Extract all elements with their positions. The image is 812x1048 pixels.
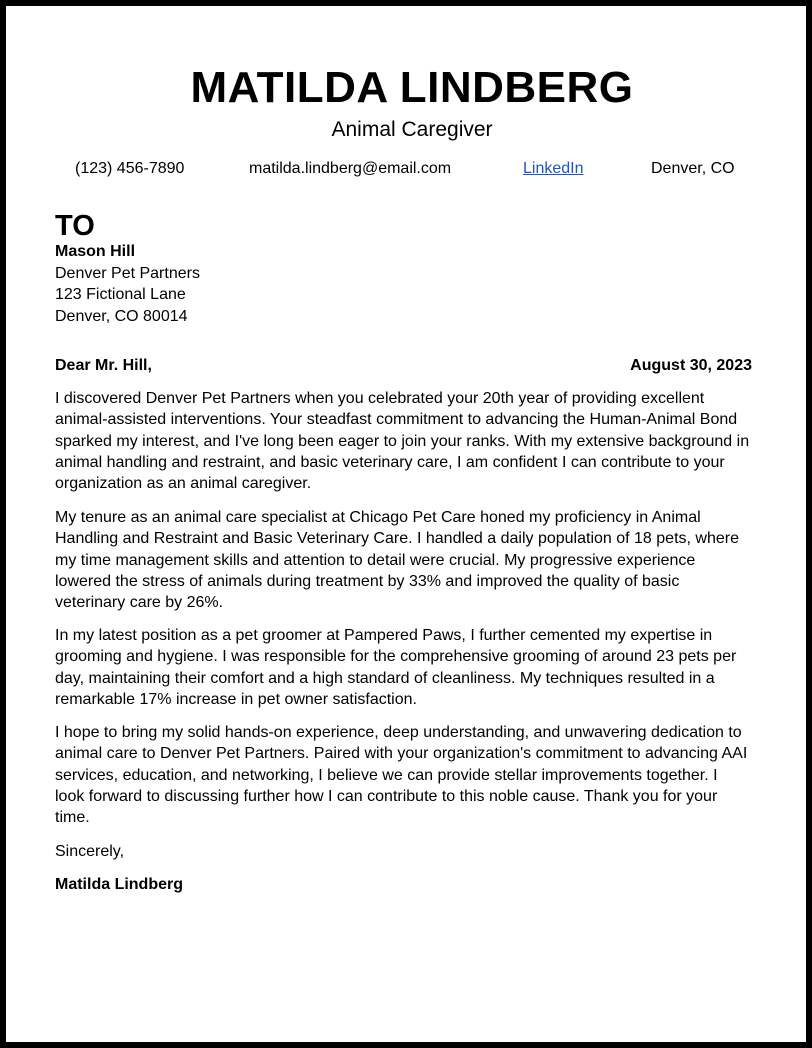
contact-email: matilda.lindberg@email.com — [249, 160, 452, 177]
applicant-name: MATILDA LINDBERG — [190, 63, 634, 112]
linkedin-link[interactable]: LinkedIn — [523, 160, 584, 177]
body-paragraph: In my latest position as a pet groomer at Pampered Paws, I further cemented my expertise in grooming and hygiene. I was responsible for the comprehensive grooming of around 23 pets per day, maintaining their comfort and a high standard of cleanliness. My techniques resulted in a remarkable 17% increase in pet owner satisfaction. — [55, 627, 737, 708]
contact-phone: (123) 456-7890 — [75, 160, 185, 177]
body-paragraph: My tenure as an animal care specialist at Chicago Pet Care honed my proficiency in Animal Handling and Restraint and Basic Veterinary Care. I handled a daily population of 18 pets, where my time management skills and attention to detail were crucial. My progressive experience lowered the stress of animals during treatment by 33% and improved the quality of basic veterinary care by 26%. — [55, 509, 739, 612]
recipient-street: 123 Fictional Lane — [55, 286, 186, 303]
closing: Sincerely, — [55, 843, 125, 860]
recipient-name: Mason Hill — [55, 243, 136, 260]
to-heading: TO — [55, 210, 95, 242]
contact-location: Denver, CO — [651, 160, 735, 177]
salutation: Dear Mr. Hill, — [55, 357, 152, 374]
recipient-company: Denver Pet Partners — [55, 264, 200, 282]
recipient-block — [55, 241, 200, 327]
signature: Matilda Lindberg — [55, 876, 183, 893]
recipient-city: Denver, CO 80014 — [55, 307, 188, 325]
letter-date: August 30, 2023 — [630, 357, 752, 374]
body-paragraph: I hope to bring my solid hands-on experience, deep understanding, and unwavering dedication to animal care to Denver Pet Partners. Paired with your organization's commitment to advancing AAI services, education, and networking, I believe we can provide stellar improvements together. I look forward to discussing further how I can contribute to this noble cause. Thank you for your time. — [55, 724, 748, 827]
applicant-role: Animal Caregiver — [331, 118, 493, 141]
body-paragraph: I discovered Denver Pet Partners when you celebrated your 20th year of providing excellent animal-assisted interventions. Your steadfast commitment to advancing the Human-Animal Bond sparked my interest, and I've long been eager to join your ranks. With my extensive background in animal handling and restraint, and basic veterinary care, I am confident I can contribute to your organization as an animal caregiver. — [55, 390, 750, 493]
